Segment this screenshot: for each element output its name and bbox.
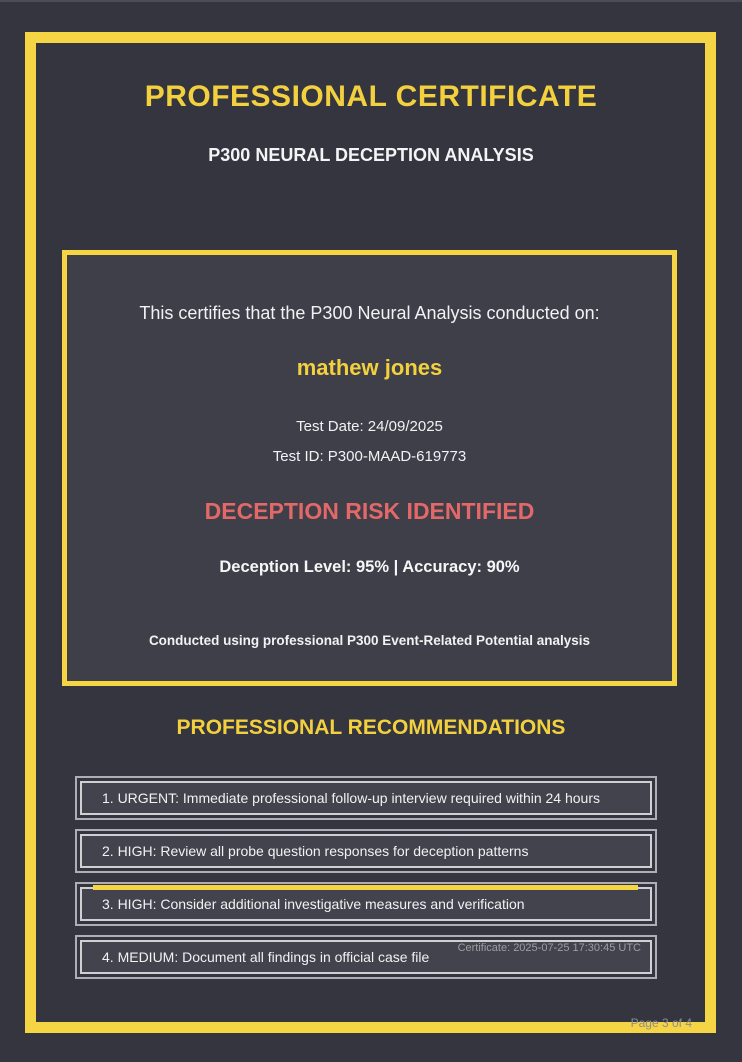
recommendation-item-2-text: 2. HIGH: Review all probe question responses for deception patterns [80,834,652,868]
recommendation-item-3-text: 3. HIGH: Consider additional investigative measures and verification [80,887,652,921]
deception-metrics: Deception Level: 95% | Accuracy: 90% [219,558,520,576]
certificate-intro-text: This certifies that the P300 Neural Analysis conducted on: [139,303,600,323]
risk-status-heading: DECEPTION RISK IDENTIFIED [204,498,535,524]
page-break-yellow-strip [93,885,638,890]
method-note: Conducted using professional P300 Event-Related Potential analysis [148,633,591,648]
certificate-timestamp: Certificate: 2025-07-25 17:30:45 UTC [457,942,641,954]
subject-name: mathew jones [296,355,443,380]
page-top-divider [0,0,742,2]
recommendation-item-3 [75,882,657,926]
recommendation-item-4 [75,935,657,979]
recommendation-item-4-text: 4. MEDIUM: Document all findings in official case file [80,940,652,974]
page-number: Page 3 of 4 [630,1016,692,1030]
recommendation-item-1 [75,776,657,820]
page-title: PROFESSIONAL CERTIFICATE [144,80,598,113]
certificate-panel [62,250,677,686]
test-date: Test Date: 24/09/2025 [296,418,443,435]
recommendation-item-2 [75,829,657,873]
test-id: Test ID: P300-MAAD-619773 [272,448,467,465]
recommendation-item-1-text: 1. URGENT: Immediate professional follow-up interview required within 24 hours [80,781,652,815]
page-subtitle: P300 NEURAL DECEPTION ANALYSIS [208,145,534,165]
recommendations-heading: PROFESSIONAL RECOMMENDATIONS [176,716,566,739]
